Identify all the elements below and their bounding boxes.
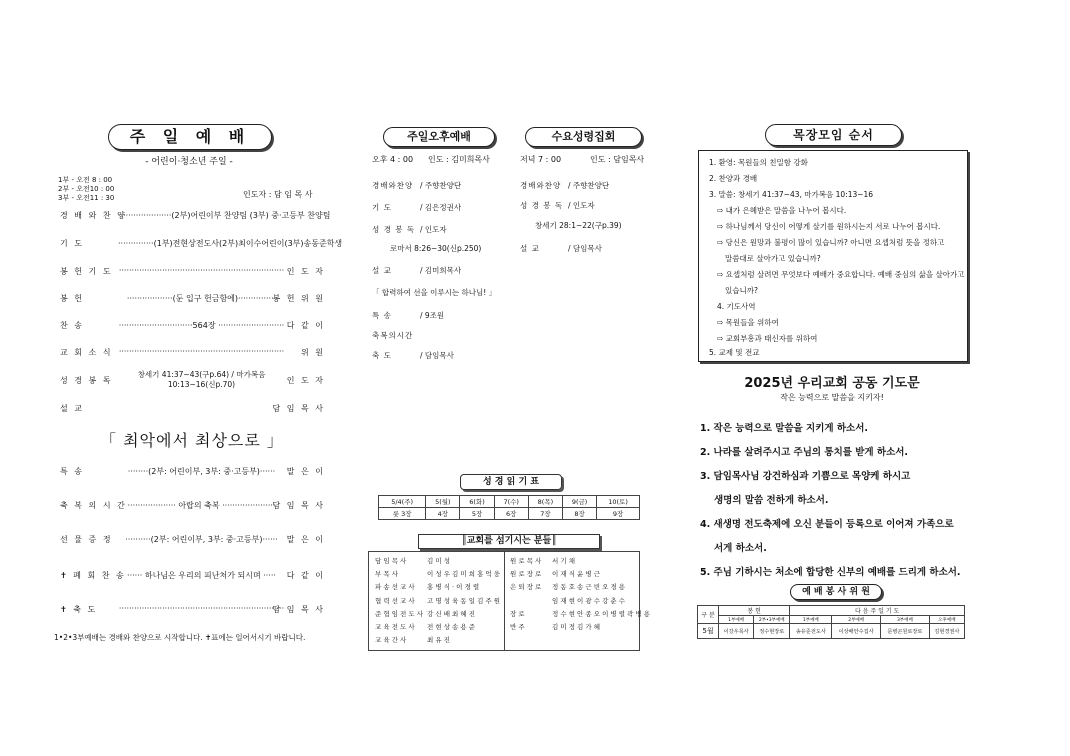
afternoon-leader: 인도 : 김미희목사	[428, 155, 490, 164]
cell-meeting-box	[698, 150, 968, 362]
order-label: 경 배 와 찬 양	[60, 211, 127, 220]
order-label: 기 도	[60, 239, 84, 248]
item-value: 창세기 28:1~22(구p.39)	[535, 221, 622, 230]
main-service-subtitle: - 어린이·청소년 주일 -	[145, 157, 233, 167]
item-value: / 인도자	[568, 201, 595, 210]
servant-role: 준 협 임 전 도 사	[375, 609, 424, 618]
servant-row	[375, 568, 500, 581]
order-person: 봉 헌 위 원	[272, 294, 325, 303]
worship-servants-table	[697, 605, 965, 639]
prayer-line: 1. 작은 능력으로 말씀을 지키게 하소서.	[700, 423, 869, 434]
prayer-line: 4. 새생명 전도축제에 오신 분들이 등록으로 이어져 가족으로	[700, 519, 954, 530]
servant-role: 협 력 선 교 사	[375, 596, 415, 605]
order-person: 다 같 이	[286, 321, 325, 330]
wednesday-time: 저녁 7 : 00	[520, 155, 562, 164]
item-value: / 담임목사	[568, 244, 602, 253]
bible-reading-title: 성 경 읽 기 표	[460, 474, 562, 490]
bible-chapter: 4장	[426, 508, 460, 520]
order-detail: ·································································	[118, 347, 285, 356]
item-value: / 9조원	[420, 311, 445, 320]
wednesday-item	[520, 200, 595, 211]
servant-row	[510, 608, 650, 621]
order-person: 인 도 자	[286, 267, 325, 276]
afternoon-item	[372, 265, 461, 276]
servant-role: 파 송 선 교 사	[375, 583, 415, 592]
servant-names: 이 재 식 윤 병 근	[552, 570, 601, 579]
order-row	[60, 347, 325, 359]
afternoon-item	[372, 202, 461, 213]
wednesday-item	[520, 180, 609, 191]
cell-item: ⇨ 하나님께서 당신이 어떻게 살기를 원하시는지 서로 나누어 봅시다.	[717, 222, 941, 231]
prayer-line: 5. 주님 기하시는 처소에 합당한 신부의 예배를 드리게 하소서.	[700, 567, 961, 578]
prayer-line: 2. 나라를 살려주시고 주님의 통치를 받게 하소서.	[700, 447, 909, 458]
afternoon-item	[372, 350, 454, 361]
order-person: 담 임 목 사	[272, 501, 325, 510]
cell-meeting-title: 목장모임 순서	[765, 124, 902, 146]
order-row	[60, 210, 331, 222]
bible-day: 10(토)	[597, 496, 640, 508]
ws-header-row	[698, 606, 965, 616]
bible-reading-table	[378, 495, 640, 520]
item-value: / 인도자	[420, 225, 447, 234]
order-label: 특 송	[60, 467, 84, 476]
item-label: 특 송	[372, 311, 392, 320]
order-detail: ·····················(2부)어린이부 찬양팀 (3부) 중·고등부 찬양팀	[118, 211, 331, 220]
servant-role: 담 임 목 사	[375, 557, 407, 565]
ws-subheader-row	[698, 616, 965, 624]
order-detail: ··················(둔 입구 헌금함에)···············	[126, 294, 277, 303]
servant-names: 홍 병 식 · 이 경 렬	[427, 583, 480, 592]
bible-days-row	[379, 496, 640, 508]
worship-servants-title: 예 배 봉 사 위 원	[790, 584, 882, 600]
item-value: / 김미희목사	[420, 266, 462, 275]
cell-item: ⇨ 교회부흥과 태신자를 위하여	[717, 334, 818, 343]
servant-role: 부 목 사	[375, 570, 398, 579]
order-person: 인 도 자	[286, 376, 325, 385]
order-row	[60, 266, 325, 278]
afternoon-item	[372, 310, 444, 321]
servant-role: 장 로	[510, 609, 525, 618]
order-label: ✝ 폐 회 찬 송	[60, 571, 126, 580]
bible-chapters-row	[379, 508, 640, 520]
servant-names: 고 명 성 육 동 일 김 주 원	[427, 596, 501, 605]
servant-role: 은 퇴 장 로	[510, 583, 542, 592]
ws-subheader: 2부•3부예배	[754, 616, 790, 624]
bible-chapter: 7장	[528, 508, 562, 520]
order-label: 설 교	[60, 404, 84, 413]
servant-row	[510, 621, 650, 634]
servant-row	[510, 568, 650, 581]
prayer-title: 2025년 우리교회 공동 기도문	[744, 376, 920, 391]
item-label: 기 도	[372, 203, 392, 212]
order-row	[60, 403, 325, 415]
service-time-2: 2부 - 오전10 : 00	[58, 185, 115, 193]
item-value: / 김은정권사	[420, 203, 462, 212]
servant-names: 최 유 진	[427, 636, 450, 645]
order-detail: ·································································	[118, 604, 285, 613]
servant-role: 교 육 간 사	[375, 636, 407, 645]
order-person: 다 같 이	[286, 571, 325, 580]
bible-day: 7(수)	[494, 496, 528, 508]
ws-names-row	[698, 624, 965, 639]
footnote: 1•2•3부예배는 경배와 찬양으로 시작합니다. ✝표에는 일어서시기 바랍니다.	[54, 633, 306, 642]
ws-subheader: 오후예배	[929, 616, 964, 624]
servant-row	[375, 608, 500, 621]
servant-names: 정 수 현 안 종 오 이 병 렬 곽 병 용	[552, 609, 651, 618]
bible-chapter: 6장	[494, 508, 528, 520]
order-detail: ·································································	[118, 266, 285, 275]
servant-row	[375, 595, 500, 608]
ws-name: 정수현장로	[754, 624, 790, 639]
bible-chapter: 8장	[563, 508, 597, 520]
service-time-3: 3부 - 오전11 : 30	[58, 194, 115, 202]
wednesday-item	[535, 220, 622, 231]
cell-item: 있습니까?	[725, 286, 758, 295]
servant-role: 교 육 전 도 사	[375, 623, 415, 632]
prayer-line: 서게 하소서.	[714, 543, 767, 554]
order-person: 말 은 이	[286, 535, 325, 544]
item-label: 설 교	[372, 266, 392, 275]
servant-role: 반 주	[510, 623, 525, 632]
cell-item: ⇨ 당신은 원망과 불평이 많이 있습니까? 아니면 요셉처럼 뜻을 정하고	[717, 238, 945, 247]
servants-divider	[504, 552, 505, 650]
ws-subheader: 1부예배	[790, 616, 832, 624]
ws-name: 송유준전도사	[790, 624, 832, 639]
order-detail: ··············(1부)전현상전도사(2부)최이수어린이(3부)송동준학생	[118, 239, 343, 248]
item-value: / 주향찬양단	[568, 181, 610, 190]
order-row	[60, 370, 325, 389]
item-label: 축복의시간	[372, 331, 414, 340]
servants-left	[375, 555, 500, 647]
servant-names: 이 성 우 김 미 희 홍 억 웅	[427, 570, 501, 579]
servant-names: 김 미 정 김 가 혜	[552, 623, 601, 632]
main-service-title: 주 일 예 배	[108, 124, 272, 150]
item-label: 설 교	[520, 244, 540, 253]
wednesday-item	[520, 243, 602, 254]
item-value: 로마서 8:26~30(신p.250)	[390, 244, 482, 253]
bible-day: 9(금)	[563, 496, 597, 508]
order-detail: ········(2부: 어린이부, 3부: 중·고등부)······	[127, 467, 276, 476]
servant-role: 원 로 장 로	[510, 570, 542, 579]
afternoon-item	[372, 180, 461, 191]
servant-names: 서 기 채	[552, 557, 575, 565]
ws-name: 이상배안수집사	[832, 624, 881, 639]
servants-right	[510, 555, 650, 634]
order-row	[60, 604, 325, 616]
ws-subheader: 2부예배	[832, 616, 881, 624]
servants-title: ║교회를 섬기시는 분들║	[418, 534, 600, 549]
prayer-subtitle: 작은 능력으로 말씀을 지키자!	[780, 393, 884, 402]
order-row	[60, 500, 325, 512]
ws-name: 이강우목사	[719, 624, 754, 639]
order-row	[60, 238, 343, 250]
cell-item: ⇨ 목원들을 위하여	[717, 318, 779, 327]
bible-chapter: 5장	[460, 508, 494, 520]
cell-item: ⇨ 요셉처럼 살려면 무엇보다 예배가 중요합니다. 예배 중심의 삶을 살아가고	[717, 270, 965, 279]
servants-box	[368, 551, 651, 651]
servant-names: 강 신 배 최 혜 진	[427, 609, 476, 618]
prayer-line: 3. 담임목사님 강건하심과 기쁨으로 목양케 하시고	[700, 471, 911, 482]
afternoon-item	[380, 243, 481, 254]
item-value: / 담임목사	[420, 351, 454, 360]
order-label: 봉 헌 기 도	[60, 267, 113, 276]
order-label: 봉 헌	[60, 294, 84, 303]
bible-chapter: 룻 3장	[379, 508, 426, 520]
item-label: 경배와찬양	[372, 181, 414, 190]
ws-month: 5월	[698, 624, 719, 639]
order-label: 선 물 증 정	[60, 535, 113, 544]
ws-header-division: 구 분	[698, 606, 719, 624]
order-person: 담 임 목 사	[272, 404, 325, 413]
order-detail: ··················· 아랍의 축복 ·····················	[127, 501, 276, 510]
order-label: ✝ 축 도	[60, 605, 98, 614]
sermon-title: 「 최악에서 최상으로 」	[100, 431, 284, 450]
servant-names: 정 동 호 송 근 빈 오 경 용	[552, 583, 626, 592]
service-times	[58, 176, 114, 203]
order-row	[60, 570, 325, 582]
servant-row	[375, 621, 500, 634]
cell-item: 4. 기도사역	[717, 302, 756, 311]
servant-names: 임 재 현 이 광 수 강 춘 수	[552, 596, 626, 605]
order-person: 위 원	[301, 348, 325, 357]
afternoon-item	[372, 330, 420, 341]
servant-row	[375, 581, 500, 594]
wednesday-leader: 인도 : 담임목사	[590, 155, 645, 164]
bible-chapter: 9장	[597, 508, 640, 520]
cell-item: 2. 찬양과 경배	[709, 174, 758, 183]
order-row	[60, 320, 325, 332]
afternoon-item	[372, 287, 496, 298]
order-label: 성 경 봉 독	[60, 376, 113, 385]
service-time-1: 1부 - 오전 8 : 00	[58, 176, 113, 184]
cell-item: 3. 말씀: 창세기 41:37~43, 마가복음 10:13~16	[709, 190, 874, 199]
bible-day: 5/4(주)	[379, 496, 426, 508]
service-leader: 인도자 : 담 임 목 사	[243, 190, 313, 199]
order-label: 축 복 의 시 간	[60, 501, 127, 510]
ws-header-next-prayer: 다 음 주 일 기 도	[790, 606, 965, 616]
afternoon-service-title: 주일오후예배	[383, 127, 495, 147]
order-label: 찬 송	[60, 321, 84, 330]
order-detail: 창세기 41:37~43(구p.64) / 마가복음 10:13~16(신p.70)	[137, 370, 266, 389]
order-label: 교 회 소 식	[60, 348, 113, 357]
item-label: 성 경 봉 독	[520, 201, 564, 210]
ws-header-offering: 봉 헌	[719, 606, 790, 616]
servant-row	[375, 634, 500, 647]
cell-item: 말씀대로 살아가고 있습니까?	[725, 254, 821, 263]
servant-row	[510, 555, 650, 568]
order-person: 담 임 목 사	[272, 605, 325, 614]
bible-day: 5(월)	[426, 496, 460, 508]
item-label: 경배와찬양	[520, 181, 562, 190]
bible-day: 6(화)	[460, 496, 494, 508]
cell-item: 5. 교제 및 전교	[709, 348, 760, 357]
order-row	[60, 293, 325, 305]
order-detail: ·····························564장 ··························	[118, 321, 285, 330]
servant-names: 전 현 상 송 용 준	[427, 623, 476, 632]
afternoon-time: 오후 4 : 00	[372, 155, 414, 164]
order-row	[60, 534, 325, 546]
afternoon-item	[372, 224, 447, 235]
item-value: 「 합력하여 선을 이루시는 하나님! 」	[372, 288, 497, 297]
bible-day: 8(목)	[528, 496, 562, 508]
servant-row	[510, 581, 650, 594]
order-row	[60, 466, 325, 478]
servant-row	[510, 595, 650, 608]
wednesday-service-title: 수요성령집회	[525, 127, 642, 147]
ws-name: 김현경권사	[929, 624, 964, 639]
servant-row	[375, 555, 500, 568]
cell-item: ⇨ 내가 은혜받은 말씀을 나누어 봅시다.	[717, 206, 847, 215]
cell-item: 1. 환영: 목원들의 친밀함 강화	[709, 158, 808, 167]
prayer-line: 생명의 말씀 전하게 하소서.	[714, 495, 829, 506]
order-detail: ··········(2부: 어린이부, 3부: 중·고등부)······	[125, 535, 278, 544]
item-label: 축 도	[372, 351, 392, 360]
ws-subheader: 3부예배	[881, 616, 930, 624]
item-value: / 주향찬양단	[420, 181, 462, 190]
item-label: 성 경 봉 독	[372, 225, 416, 234]
servant-names: 김 미 성	[427, 557, 450, 565]
ws-name: 문병곤원로장로	[881, 624, 930, 639]
order-detail: ······ 하나님은 우리의 피난처가 되시며 ·····	[127, 571, 276, 580]
ws-subheader: 1부예배	[719, 616, 754, 624]
order-person: 말 은 이	[286, 467, 325, 476]
servant-role: 원 로 목 사	[510, 557, 542, 565]
